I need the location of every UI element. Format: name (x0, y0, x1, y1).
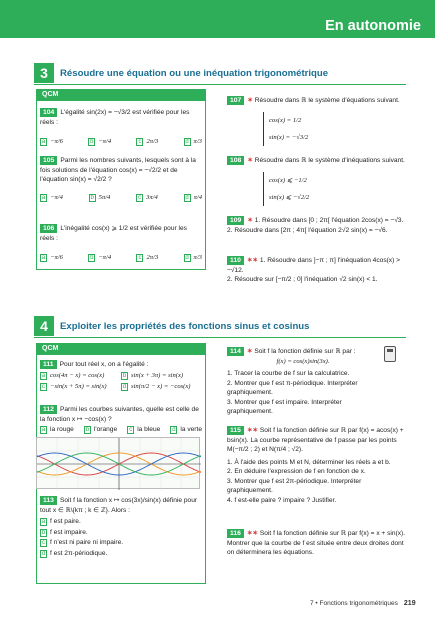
system-line-2: sin(x) ⩽ −√2/2 (269, 193, 310, 201)
section-number: 3 (34, 63, 54, 83)
option-a-value: −π/6 (50, 254, 63, 261)
curves-graph (36, 437, 200, 489)
option-d-value: π/3 (193, 254, 202, 261)
exercise-text: Parmi les nombres suivants, lesquels sont à la fois solutions de l'équation cos(x) = −√2/2 et de l'équation sin(x) = √2/2 ? (40, 157, 196, 183)
option-b-value: f est impaire. (50, 528, 88, 536)
exercise-part-2: 2. En déduire l'expression de f en fonction de x. (227, 468, 366, 475)
option-b[interactable]: b (122, 372, 127, 379)
exercise-part-3: 3. Montrer que f est 2π-périodique. Interpréter graphiquement. (227, 477, 362, 494)
exercise-115 (227, 426, 407, 505)
option-d[interactable]: d (41, 550, 46, 557)
option-c-value: 3π/4 (146, 193, 158, 201)
exercise-text: L'égalité sin(2x) = −√3/2 est vérifiée pour les réels : (40, 109, 190, 126)
section-title: Résoudre une équation ou une inéquation trigonométrique (60, 67, 329, 79)
exercise-110 (227, 256, 407, 285)
difficulty-star: ✶ (247, 157, 253, 164)
option-b-value: l'orange (93, 426, 118, 433)
exercise-number: 107 (227, 96, 244, 105)
section-title: Exploiter les propriétés des fonctions sinus et cosinus (60, 320, 310, 332)
exercise-number: 108 (227, 156, 244, 165)
option-d[interactable]: d (185, 194, 189, 201)
system-line-1: cos(x) = 1/2 (269, 116, 302, 124)
option-a[interactable]: a (41, 255, 46, 261)
option-b[interactable]: b (90, 194, 94, 201)
option-c[interactable]: c (138, 255, 142, 261)
option-c[interactable]: c (42, 384, 45, 390)
option-c[interactable]: c (138, 194, 142, 201)
exercise-number: 114 (227, 347, 244, 356)
page-footer (310, 600, 416, 607)
option-d[interactable]: d (185, 139, 189, 145)
exercise-part-2: 2. Résoudre dans [2π ; 4π[ l'équation 2√2 sin(x) = −√6. (227, 226, 388, 234)
exercise-text: Résoudre dans ℝ le système d'équations suivant. (254, 97, 400, 104)
exercise-105 (40, 156, 202, 202)
option-b-value: sin(x + 3π) = sin(x) (131, 371, 184, 379)
exercise-114 (227, 347, 379, 417)
option-b[interactable]: b (41, 529, 46, 536)
exercise-107 (227, 96, 407, 146)
exercise-number: 112 (40, 405, 57, 414)
exercise-109 (227, 216, 407, 235)
exercise-text: Parmi les courbes suivantes, quelle est celle de la fonction x ↦ −cos(x) ? (40, 406, 199, 423)
page-header-title: En autonomie (325, 18, 421, 34)
option-a-value: −π/4 (50, 193, 63, 201)
curves-svg (37, 438, 201, 490)
option-a[interactable]: a (41, 519, 46, 525)
option-c-value: f n'est ni paire ni impaire. (50, 539, 124, 546)
option-d-value: la verte (180, 426, 202, 433)
option-c[interactable]: c (42, 540, 45, 546)
option-d[interactable]: d (122, 384, 127, 390)
option-a-value: cos(4π − x) = cos(x) (50, 371, 105, 379)
function-formula: f(x) = cos(x)sin(3x). (276, 357, 330, 365)
option-c-value: la bleue (137, 426, 161, 433)
exercise-part-1: 1. Résoudre dans [0 ; 2π[ l'équation 2cos(x) = −√3. (254, 217, 404, 224)
exercise-text: Résoudre dans ℝ le système d'inéquations suivant. (254, 157, 405, 164)
exercise-number: 110 (227, 256, 244, 265)
option-d-value: π/4 (193, 193, 202, 201)
difficulty-star: ✶ (247, 97, 253, 104)
section-divider (34, 84, 406, 85)
exercise-text: Soit f la fonction x ↦ cos(3x)/sin(x) définie pour tout x ∈ ℝ\{kπ ; k ∈ ℤ}. Alors : (40, 497, 198, 514)
exercise-part-3: 3. Montrer que f est impaire. Interpréter graphiquement. (227, 398, 342, 415)
exercise-number: 113 (40, 496, 57, 505)
exercise-number: 105 (40, 156, 57, 165)
exercise-111 (40, 360, 202, 392)
exercise-part-1: 1. Tracer la courbe de f sur la calculatrice. (227, 370, 350, 377)
chapter-label: 7 • Fonctions trigonométriques (310, 600, 398, 607)
difficulty-star: ✶ (247, 217, 253, 224)
option-c[interactable]: c (138, 139, 142, 145)
option-c-value: −sin(x + 5π) = sin(x) (50, 383, 107, 390)
section-divider (34, 337, 406, 338)
difficulty-star: ✶✶ (246, 257, 259, 264)
exercise-104 (40, 108, 202, 147)
system-line-1: cos(x) ⩽ −1/2 (269, 176, 307, 184)
option-b-value: 5π/4 (98, 193, 111, 201)
header-divider (0, 38, 435, 46)
exercise-116 (227, 529, 407, 558)
exercise-text: Soit f la fonction définie sur ℝ par f(x) = x + sin(x). Montrer que la courbe de f est située entre deux droites dont on déterminera les équations. (227, 530, 406, 556)
difficulty-star: ✶✶ (246, 530, 259, 537)
exercise-number: 116 (227, 529, 244, 538)
exercise-number: 111 (40, 360, 57, 369)
exercise-113 (40, 496, 202, 559)
option-a[interactable]: a (41, 372, 46, 379)
exercise-number: 115 (227, 426, 244, 435)
option-c-value: 2π/3 (146, 254, 159, 261)
option-c-value: 2π/3 (146, 138, 159, 145)
exercise-number: 109 (227, 216, 244, 225)
option-c[interactable]: c (129, 427, 133, 433)
exercise-text: L'inégalité cos(x) ⩾ 1/2 est vérifiée pour les réels : (40, 225, 187, 242)
exercise-part-2: 2. Résoudre sur [−π/2 ; 0] l'inéquation √2 sin(x) < 1. (227, 276, 378, 283)
exercise-108 (227, 156, 407, 206)
qcm-label: QCM (36, 89, 206, 100)
option-b[interactable]: b (90, 255, 94, 261)
option-d[interactable]: d (172, 427, 176, 433)
exercise-number: 104 (40, 108, 57, 117)
option-b-value: −π/4 (98, 254, 112, 261)
option-b[interactable]: b (90, 139, 94, 145)
option-d-value: π/3 (193, 138, 202, 145)
option-a[interactable]: a (41, 139, 46, 145)
system-line-2: sin(x) = −√3/2 (269, 133, 309, 141)
option-a-value: la rouge (50, 426, 74, 433)
option-a-value: −π/6 (50, 138, 63, 145)
exercise-intro: Soit f la fonction définie sur ℝ par f(x) = acos(x) + bsin(x). La courbe représentative de f passe par les points M(−π/2 ; 2) et N(π/4 ; √2). (227, 427, 404, 453)
exercise-106 (40, 224, 202, 263)
page-number: 219 (403, 600, 416, 607)
option-b-value: −π/4 (98, 138, 112, 145)
exercise-part-4: 4. f est-elle paire ? impaire ? Justifier. (227, 496, 337, 504)
section-number: 4 (34, 316, 54, 336)
option-d[interactable]: d (185, 255, 189, 261)
exercise-part-1: 1. Résoudre dans ]−π ; π] l'inéquation 4cos(x) > −√12. (227, 257, 400, 274)
difficulty-star: ✶✶ (246, 427, 259, 434)
option-a[interactable]: a (41, 194, 46, 201)
option-d-value: f est 2π-périodique. (50, 549, 108, 557)
header-bar (0, 0, 435, 46)
exercise-part-2: 2. Montrer que f est π-périodique. Interpréter graphiquement. (227, 379, 358, 396)
exercise-intro: Soit f la fonction définie sur ℝ par : (254, 348, 356, 355)
exercise-text: Pour tout réel x, on a l'égalité : (59, 361, 149, 368)
qcm-label: QCM (36, 343, 206, 354)
calculator-icon (384, 346, 396, 362)
option-b[interactable]: b (85, 427, 90, 433)
option-a[interactable]: a (41, 427, 46, 433)
exercise-number: 106 (40, 224, 57, 233)
section-3-heading (34, 63, 328, 83)
option-a-value: f est paire. (50, 518, 81, 525)
section-4-heading (34, 316, 310, 336)
option-d-value: sin(π/2 − x) = −cos(x) (131, 383, 191, 390)
exercise-part-1: 1. À l'aide des points M et N, déterminer les réels a et b. (227, 458, 391, 466)
exercise-112 (40, 405, 202, 435)
difficulty-star: ✶ (246, 348, 253, 355)
